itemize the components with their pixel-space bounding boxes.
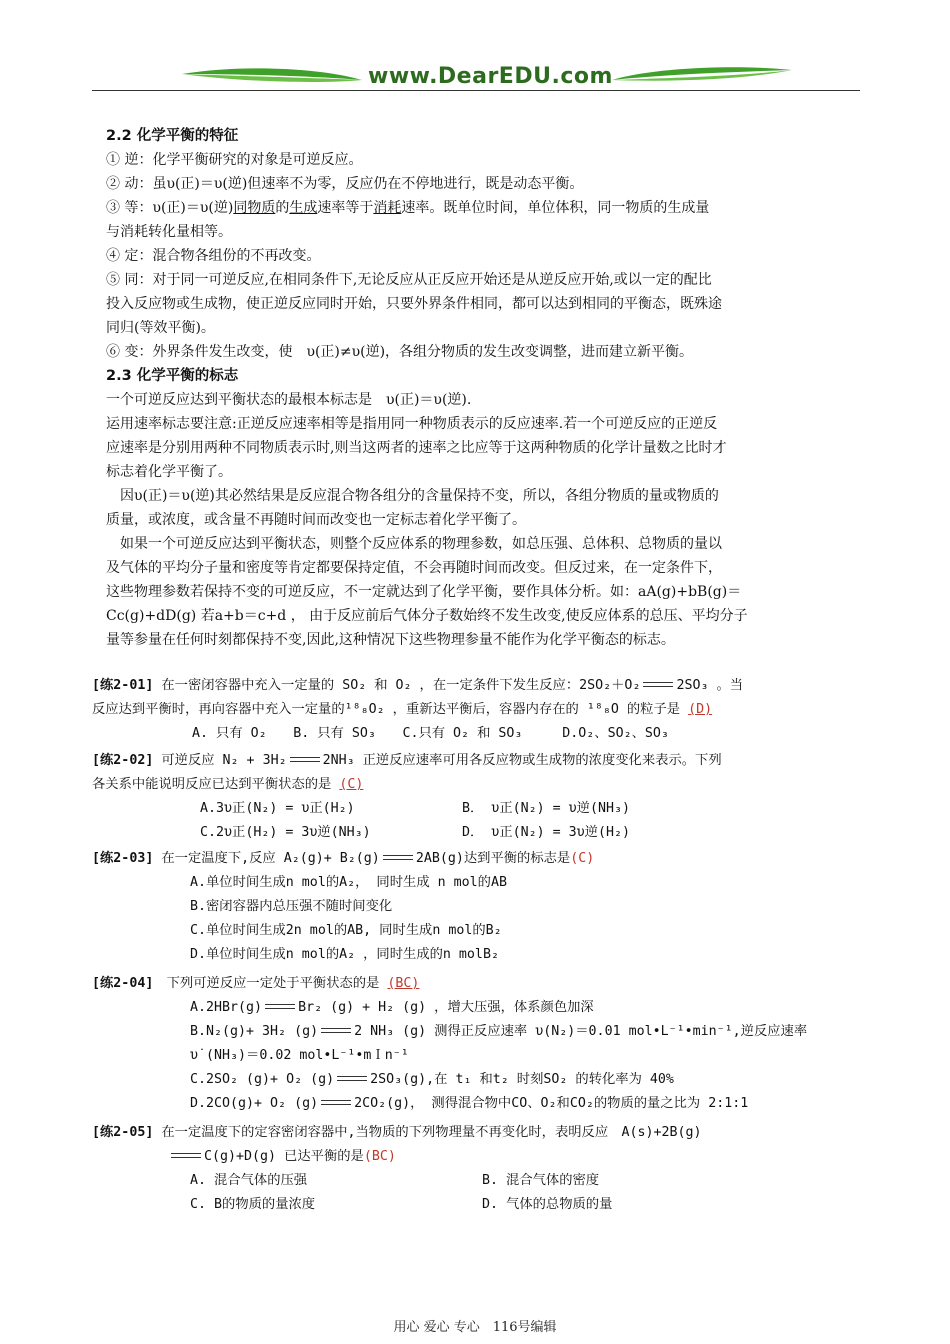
question-line xyxy=(92,846,862,870)
question-line xyxy=(92,697,862,721)
equilibrium-arrow-icon xyxy=(643,681,673,689)
section-heading: 2.2 化学平衡的特征 xyxy=(106,128,239,144)
question-text: 2SO₃ 。当 xyxy=(676,678,744,693)
question-text: 下列可逆反应一定处于平衡状态的是 xyxy=(153,976,388,991)
equilibrium-arrow-icon xyxy=(265,1003,295,1011)
option-a: A. 混合气体的压强 xyxy=(190,1173,308,1188)
text-line: ① 逆：化学平衡研究的对象是可逆反应。 xyxy=(106,152,363,168)
option-text: C.2SO₂ (g)+ O₂ (g) xyxy=(190,1072,335,1087)
exercise-2-02 xyxy=(92,748,862,844)
question-line xyxy=(92,772,862,796)
text-line: Cc(g)+dD(g) 若a+b＝c+d ， 由于反应前后气体分子数始终不发生改变,使反应体系的总压、平均分子 xyxy=(106,608,748,624)
options-line xyxy=(92,1192,862,1216)
question-text: 在一定温度下,反应 A₂(g)+ B₂(g) xyxy=(153,851,380,866)
text-line: 标志着化学平衡了。 xyxy=(106,464,232,480)
main-content xyxy=(106,124,854,652)
option-text: 2 NH₃ (g) 测得正反应速率 υ(N₂)＝0.01 mol•L⁻¹•min⁻¹,逆反应速率 xyxy=(354,1024,808,1039)
option-c: C.单位时间生成2n mol的AB, 同时生成n mol的B₂ xyxy=(190,923,502,938)
text-line: 因υ(正)＝υ(逆)其必然结果是反应混合物各组分的含量保持不变，所以，各组分物质的量或物质的 xyxy=(106,488,719,504)
text-span: 速率等于 xyxy=(317,200,374,216)
text-line: 运用速率标志要注意:正逆反应速率相等是指用同一种物质表示的反应速率.若一个可逆反应的正逆反 xyxy=(106,416,718,432)
text-span: 的 xyxy=(275,200,290,216)
option-b xyxy=(92,1019,862,1043)
site-logo[interactable]: www.DearEDU.com xyxy=(368,64,613,89)
text-line xyxy=(106,196,854,220)
answer-text: (C) xyxy=(570,851,595,866)
question-text: 2NH₃ 正逆反应速率可用各反应物或生成物的浓度变化来表示。下列 xyxy=(322,753,722,768)
option-d xyxy=(92,1091,862,1115)
text-line: ④ 定：混合物各组份的不再改变。 xyxy=(106,248,321,264)
exercise-label: [练2-03] xyxy=(92,851,154,866)
underlined-term: 消耗 xyxy=(373,200,402,216)
text-line: 同归(等效平衡)。 xyxy=(106,320,215,336)
option-a xyxy=(92,995,862,1019)
section-heading: 2.3 化学平衡的标志 xyxy=(106,368,239,384)
equilibrium-arrow-icon xyxy=(321,1027,351,1035)
options-line: A. 只有 O₂ B. 只有 SO₃ C.只有 O₂ 和 SO₃ D.O₂、SO₂、SO₃ xyxy=(192,726,669,741)
question-line xyxy=(92,1144,862,1168)
option-a: A.3υ正(N₂) = υ正(H₂) xyxy=(200,801,355,816)
question-text: 反应达到平衡时，再向容器中充入一定量的¹⁸₈O₂ ，重新达平衡后，容器内存在的 ¹⁸₈O 的粒子是 xyxy=(92,702,689,717)
option-d: D． υ正(N₂) = 3υ逆(H₂) xyxy=(462,825,630,840)
answer-text: (BC) xyxy=(387,976,420,991)
question-text: 各关系中能说明反应已达到平衡状态的是 xyxy=(92,777,340,792)
answer-text: (BC) xyxy=(363,1149,396,1164)
text-line: 如果一个可逆反应达到平衡状态，则整个反应体系的物理参数，如总压强、总体积、总物质的量以 xyxy=(106,536,722,552)
exercise-2-03 xyxy=(92,846,862,966)
exercise-2-05 xyxy=(92,1120,862,1216)
option-text: Br₂ (g) + H₂ (g) ，增大压强，体系颜色加深 xyxy=(298,1000,594,1015)
equilibrium-arrow-icon xyxy=(171,1152,201,1160)
text-line: ⑥ 变：外界条件发生改变，使 υ(正)≠υ(逆)，各组分物质的发生改变调整，进而建立新平衡。 xyxy=(106,344,694,360)
question-line xyxy=(92,1120,862,1144)
text-line: 一个可逆反应达到平衡状态的最根本标志是 υ(正)＝υ(逆). xyxy=(106,392,472,408)
question-text: 可逆反应 N₂ + 3H₂ xyxy=(153,753,287,768)
answer-text: (D) xyxy=(688,702,713,717)
text-span: 速率。既单位时间，单位体积，同一物质的生成量 xyxy=(401,200,710,216)
text-line: 与消耗转化量相等。 xyxy=(106,224,232,240)
exercise-label: [练2-05] xyxy=(92,1125,154,1140)
options-line xyxy=(92,1168,862,1192)
equilibrium-arrow-icon xyxy=(321,1099,351,1107)
underlined-term: 同物质 xyxy=(233,200,276,216)
option-text: 2CO₂(g)， 测得混合物中CO、O₂和CO₂的物质的量之比为 2:1:1 xyxy=(354,1096,749,1111)
option-b: B． υ正(N₂) = υ逆(NH₃) xyxy=(462,801,630,816)
text-line: ⑤ 同：对于同一可逆反应,在相同条件下,无论反应从正反应开始还是从逆反应开始,或以一定的配比 xyxy=(106,272,712,288)
question-text: 在一密闭容器中充入一定量的 SO₂ 和 O₂ ，在一定条件下发生反应：2SO₂＋O₂ xyxy=(153,678,641,693)
page-footer: 用心 爱心 专心 116号编辑 xyxy=(393,1320,557,1335)
option-text: 2SO₃(g),在 t₁ 和t₂ 时刻SO₂ 的转化率为 40% xyxy=(370,1072,674,1087)
text-line: 投入反应物或生成物，使正逆反应同时开始，只要外界条件相同，都可以达到相同的平衡态，既殊途 xyxy=(106,296,722,312)
text-line: ② 动：虽υ(正)＝υ(逆)但速率不为零，反应仍在不停地进行，既是动态平衡。 xyxy=(106,176,584,192)
option-text: B.N₂(g)+ 3H₂ (g) xyxy=(190,1024,319,1039)
text-line: 这些物理参数若保持不变的可逆反应，不一定就达到了化学平衡，要作具体分析。如：aA(g)+bB(g)＝ xyxy=(106,584,742,600)
option-b: B. 混合气体的密度 xyxy=(482,1173,600,1188)
option-d: D.单位时间生成n mol的A₂ ，同时生成的n molB₂ xyxy=(190,947,499,962)
answer-text: (C) xyxy=(339,777,364,792)
option-d: D. 气体的总物质的量 xyxy=(482,1197,613,1212)
exercise-2-01 xyxy=(92,673,862,745)
text-line: 质量，或浓度，或含量不再随时间而改变也一定标志着化学平衡了。 xyxy=(106,512,526,528)
exercise-2-04 xyxy=(92,971,862,1115)
question-text: 在一定温度下的定容密闭容器中,当物质的下列物理量不再变化时，表明反应 A(s)+2B(g) xyxy=(153,1125,702,1140)
exercise-label: [练2-04] xyxy=(92,976,154,991)
text-line: 量等参量在任何时刻都保持不变,因此,这种情况下这些物理参量不能作为化学平衡态的标志。 xyxy=(106,632,675,648)
option-text: A.2HBr(g) xyxy=(190,1000,263,1015)
question-line xyxy=(92,748,862,772)
option-c: C.2υ正(H₂) = 3υ逆(NH₃) xyxy=(200,825,371,840)
exercise-label: [练2-01] xyxy=(92,678,154,693)
question-line xyxy=(92,673,862,697)
question-line xyxy=(92,971,862,995)
underlined-term: 生成 xyxy=(289,200,318,216)
equilibrium-arrow-icon xyxy=(290,756,320,764)
equilibrium-arrow-icon xyxy=(337,1075,367,1083)
options-line xyxy=(92,820,862,844)
equilibrium-arrow-icon xyxy=(383,854,413,862)
question-text: 2AB(g)达到平衡的标志是 xyxy=(415,851,571,866)
text-line: 应速率是分别用两种不同物质表示时,则当这两者的速率之比应等于这两种物质的化学计量数之比时才 xyxy=(106,440,727,456)
options-line xyxy=(92,796,862,820)
exercise-label: [练2-02] xyxy=(92,753,154,768)
option-b: B.密闭容器内总压强不随时间变化 xyxy=(190,899,393,914)
option-text: D.2CO(g)+ O₂ (g) xyxy=(190,1096,319,1111)
text-line: 及气体的平均分子量和密度等肯定都要保持定值，不会再随时间而改变。但反过来，在一定条件下， xyxy=(106,560,722,576)
option-c xyxy=(92,1067,862,1091)
option-c: C. B的物质的量浓度 xyxy=(190,1197,316,1212)
option-a: A.单位时间生成n mol的A₂， 同时生成 n mol的AB xyxy=(190,875,507,890)
option-b-cont: υ˙(NH₃)＝0.02 mol•L⁻¹•mＩn⁻¹ xyxy=(190,1048,409,1063)
text-span: ③ 等：υ(正)＝υ(逆) xyxy=(106,200,234,216)
question-text: C(g)+D(g) 已达平衡的是 xyxy=(204,1149,364,1164)
header-rule xyxy=(92,90,860,91)
